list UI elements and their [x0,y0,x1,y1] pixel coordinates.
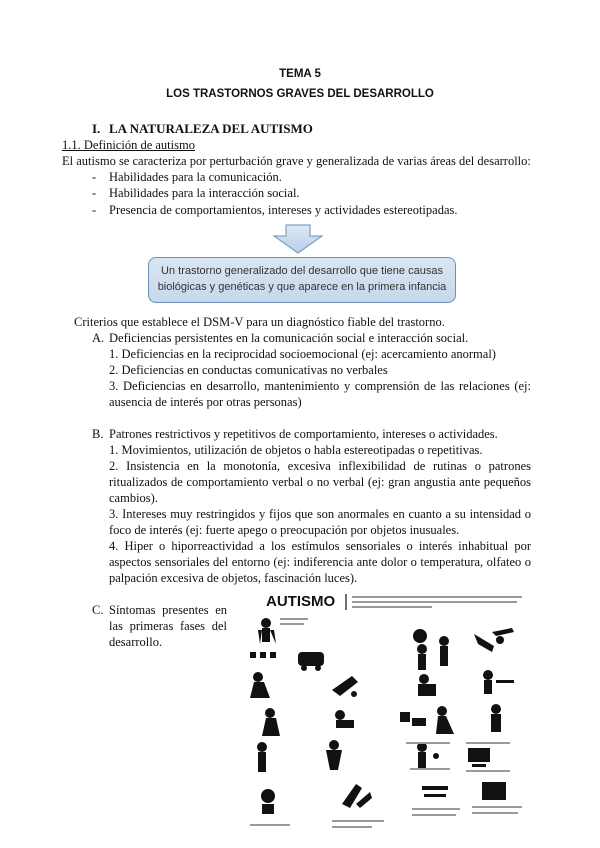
pictogram-figure [400,712,426,726]
pictogram-figure [261,789,275,814]
list-item: 1. Movimientos, utilización de objetos o habla estereotipadas o repetitivas. [109,443,483,457]
list-item: ausencia de interés por otras personas) [109,395,302,409]
list-item: Presencia de comportamientos, intereses y actividades estereotipadas. [109,203,458,217]
pictogram-figure [492,628,514,636]
section-number: I. [92,121,101,136]
list-item: palpación excesiva de objetos, fascinación luces). [109,571,358,585]
pictogram-figure [413,629,427,643]
list-item: ritualizados de comportamiento verbal o no verbal (ej: gran angustia ante pequeños [109,475,531,489]
pictogram-figure [250,672,270,698]
criterion-c-line: desarrollo. [109,635,163,649]
criterion-c-line: Síntomas presentes en [109,603,227,617]
list-item: 4. Hiper o hiporreactividad a los estímulos sensoriales o interés inhabitual por [109,539,531,553]
list-item: 3. Intereses muy restringidos y fijos que son anormales en cuanto a su intensidad o [109,507,531,521]
pictogram-figure [422,786,448,797]
topic-number: TEMA 5 [279,68,321,80]
pictogram-figure [250,652,276,658]
pictogram-figure [468,748,490,767]
list-item: 1. Deficiencias en la reciprocidad socioemocional (ej: acercamiento anormal) [109,347,496,361]
pictogram-figure [417,742,439,768]
list-item: 3. Deficiencias en desarrollo, mantenimiento y comprensión de las relaciones (ej: [109,379,531,393]
autism-infographic [236,592,532,844]
list-item: Habilidades para la interacción social. [109,186,300,200]
pictogram-figure [326,740,342,770]
pictogram-text [280,618,308,625]
list-item: 2. Deficiencias en conductas comunicativas no verbales [109,363,388,377]
pictogram-figure [482,782,506,800]
list-item: cambios). [109,491,158,505]
subsection-title: 1.1. Definición de autismo [62,138,195,152]
pictogram-figure [417,644,427,670]
criteria-intro: Criterios que establece el DSM-V para un diagnóstico fiable del trastorno. [74,315,445,329]
pictogram-figure [491,704,501,732]
pictogram-figure [262,708,280,736]
pictogram-figure [258,618,276,644]
bullet-marker: - [92,203,97,217]
criterion-c-line: las primeras fases del [109,619,227,633]
criterion-a-title: Deficiencias persistentes en la comunicación social e interacción social. [109,331,469,345]
list-item: foco de interés (ej: fuerte apego o preocupación por objetos inusuales. [109,523,460,537]
bullet-marker: - [92,170,97,184]
bullet-marker: - [92,186,97,200]
pictogram-figure [332,676,358,697]
list-item: Habilidades para la comunicación. [109,170,282,184]
criterion-a-letter: A. [92,331,105,345]
caption-lines [352,596,522,608]
criterion-b-letter: B. [92,427,104,441]
pictogram-figure [257,742,267,772]
section-title: LA NATURALEZA DEL AUTISMO [109,121,313,136]
pictogram-figure [436,706,454,734]
pictogram-grid [250,618,514,814]
down-arrow-icon [272,224,324,254]
pictogram-figure [335,710,354,728]
pictogram-figure [342,784,372,808]
page-title: LOS TRASTORNOS GRAVES DEL DESARROLLO [166,88,434,100]
criterion-b-title: Patrones restrictivos y repetitivos de comportamiento, intereses o actividades. [109,427,498,441]
definition-box [148,257,456,303]
criterion-c-letter: C. [92,603,104,617]
list-item: aspectos sensoriales del entorno (ej: indiferencia ante dolor o temperatura, olfateo o [109,555,531,569]
pictogram-figure [298,652,324,671]
definition-line: Un trastorno generalizado del desarrollo que tiene causas [161,265,443,277]
list-item: 2. Insistencia en la monotonía, excesiva inflexibilidad de rutinas o patrones [109,459,531,473]
definition-line: biológicas y genéticas y que aparece en la primera infancia [157,281,447,293]
infographic-title: AUTISMO [266,593,336,610]
pictogram-figure [418,674,436,696]
pictogram-figure [439,636,449,666]
pictogram-figure [474,634,504,652]
pictogram-figure [483,670,514,694]
intro-paragraph: El autismo se caracteriza por perturbación grave y generalizada de varias áreas del desarrollo: [62,154,531,168]
